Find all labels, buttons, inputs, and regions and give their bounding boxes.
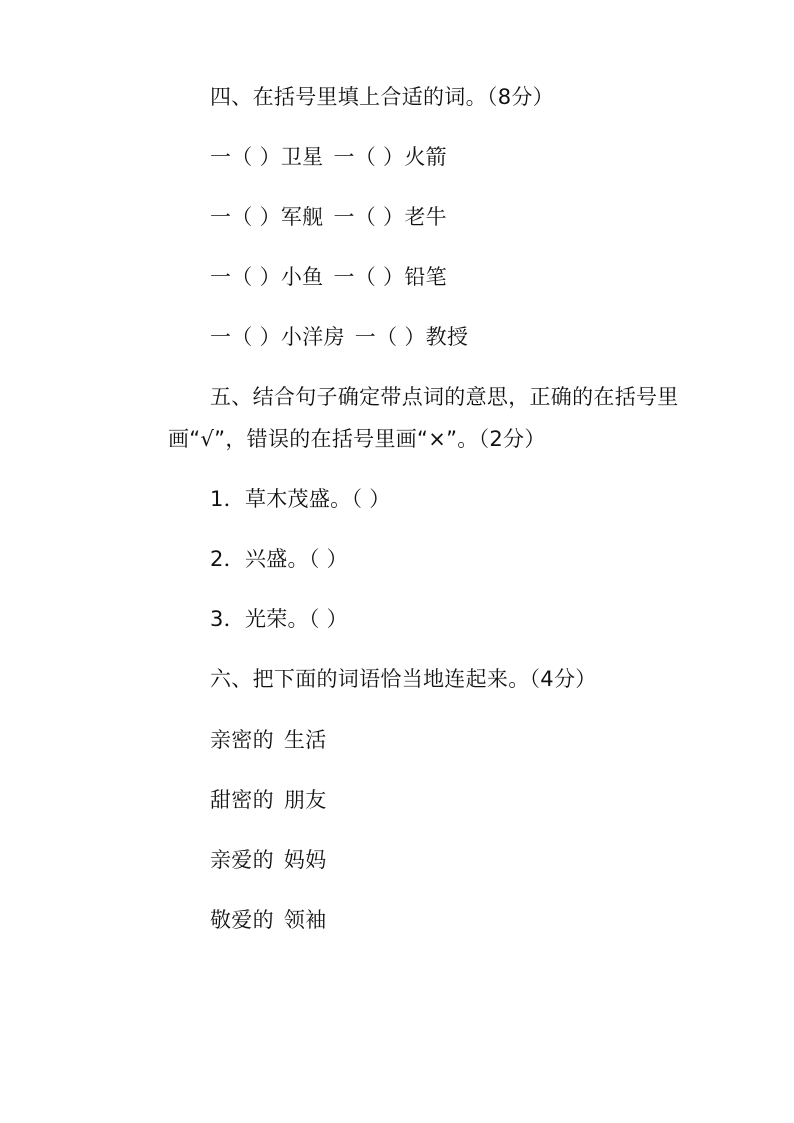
judge-item-3: 3．光荣。（ ） — [210, 607, 348, 631]
fill-row-3 — [210, 262, 447, 292]
fill-item: 一（ ）教授 — [354, 325, 469, 349]
match-left: 亲密的 — [210, 728, 274, 752]
section5-heading-line2: 画“√”，错误的在括号里画“×”。（2分） — [168, 427, 546, 451]
match-left: 甜密的 — [210, 788, 274, 812]
judge-item-1: 1．草木茂盛。（ ） — [210, 487, 391, 511]
fill-item: 一（ ）小鱼 — [210, 265, 324, 289]
match-right: 生活 — [283, 728, 327, 752]
fill-item: 一（ ）军舰 — [210, 205, 324, 229]
match-row-3 — [210, 845, 327, 875]
section4-heading: 四、在括号里填上合适的词。（8分） — [210, 85, 554, 109]
fill-row-2 — [210, 202, 447, 232]
fill-row-1 — [210, 142, 447, 172]
match-row-4 — [210, 905, 327, 935]
section6-heading: 六、把下面的词语恰当地连起来。（4分） — [210, 667, 597, 691]
fill-row-4 — [210, 322, 468, 352]
fill-item: 一（ ）火箭 — [333, 145, 447, 169]
match-left: 敬爱的 — [210, 908, 274, 932]
fill-item: 一（ ）卫星 — [210, 145, 324, 169]
fill-item: 一（ ）小洋房 — [210, 325, 345, 349]
match-row-1 — [210, 725, 327, 755]
match-right: 领袖 — [283, 908, 327, 932]
match-right: 妈妈 — [283, 848, 327, 872]
judge-item-2: 2．兴盛。（ ） — [210, 547, 348, 571]
match-left: 亲爱的 — [210, 848, 274, 872]
fill-item: 一（ ）老牛 — [333, 205, 447, 229]
match-right: 朋友 — [283, 788, 327, 812]
match-row-2 — [210, 785, 327, 815]
fill-item: 一（ ）铅笔 — [333, 265, 447, 289]
section5-heading-line1: 五、结合句子确定带点词的意思，正确的在括号里 — [210, 385, 679, 409]
